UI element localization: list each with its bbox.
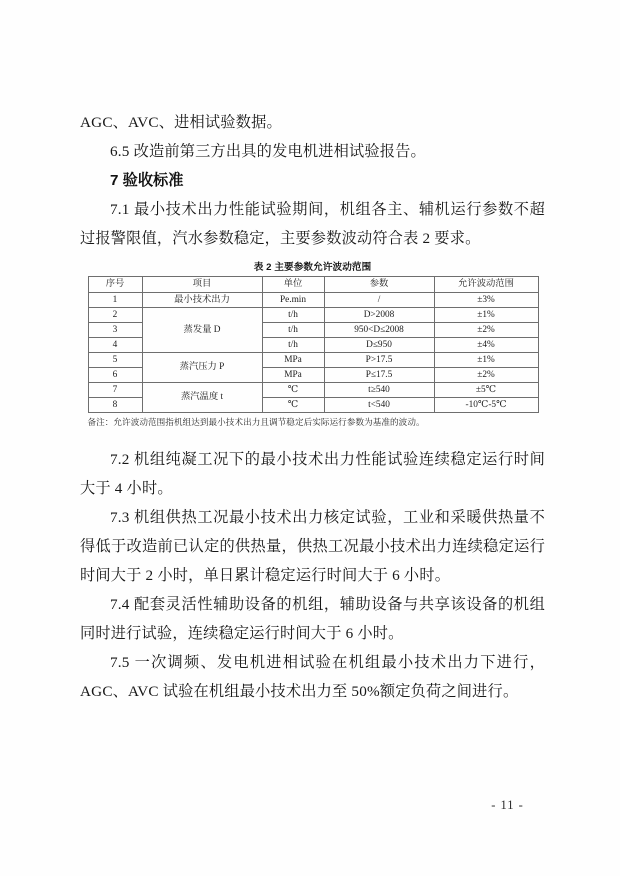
cell-item: 蒸汽温度 t — [142, 383, 262, 413]
cell-no: 4 — [88, 338, 142, 353]
paragraph-7-1: 7.1 最小技术出力性能试验期间，机组各主、辅机运行参数不超过报警限值，汽水参数稳定，主要参数波动符合表 2 要求。 — [80, 201, 545, 247]
cell-no: 7 — [88, 383, 142, 398]
column-header-range: 允许波动范围 — [434, 277, 538, 293]
cell-param: D>2008 — [324, 308, 434, 323]
cell-param: / — [324, 293, 434, 308]
table-container — [88, 276, 538, 413]
column-header-item: 项目 — [142, 277, 262, 293]
table-row — [88, 308, 538, 323]
table-header-row — [88, 277, 538, 293]
page-content — [80, 108, 545, 706]
paragraph-7-2: 7.2 机组纯凝工况下的最小技术出力性能试验连续稳定运行时间大于 4 小时。 — [80, 451, 545, 497]
cell-range: ±2% — [434, 323, 538, 338]
parameter-fluctuation-table — [88, 276, 539, 413]
cell-range: ±1% — [434, 353, 538, 368]
spacer — [80, 429, 545, 445]
paragraph-agc-data: AGC、AVC、进相试验数据。 — [80, 114, 282, 131]
table-caption: 表 2 主要参数允许波动范围 — [253, 262, 372, 273]
cell-range: ±4% — [434, 338, 538, 353]
cell-param: P≤17.5 — [324, 368, 434, 383]
cell-range: ±1% — [434, 308, 538, 323]
cell-no: 6 — [88, 368, 142, 383]
cell-param: t≥540 — [324, 383, 434, 398]
cell-param: P>17.5 — [324, 353, 434, 368]
cell-no: 3 — [88, 323, 142, 338]
cell-no: 5 — [88, 353, 142, 368]
column-header-unit: 单位 — [262, 277, 324, 293]
cell-unit: Pe.min — [262, 293, 324, 308]
cell-param: 950<D≤2008 — [324, 323, 434, 338]
cell-param: t<540 — [324, 398, 434, 413]
cell-item: 蒸汽压力 P — [142, 353, 262, 383]
paragraph-7-4: 7.4 配套灵活性辅助设备的机组，辅助设备与共享该设备的机组同时进行试验，连续稳定运行时间大于 6 小时。 — [80, 596, 545, 642]
cell-unit: MPa — [262, 353, 324, 368]
column-header-param: 参数 — [324, 277, 434, 293]
paragraph-7-3: 7.3 机组供热工况最小技术出力核定试验，工业和采暖供热量不得低于改造前已认定的供热量，供热工况最小技术出力连续稳定运行时间大于 2 小时，单日累计稳定运行时间大于 6 小时。 — [80, 509, 545, 584]
cell-item: 最小技术出力 — [142, 293, 262, 308]
cell-no: 8 — [88, 398, 142, 413]
cell-unit: t/h — [262, 323, 324, 338]
cell-range: ±2% — [434, 368, 538, 383]
table-row — [88, 383, 538, 398]
cell-unit: MPa — [262, 368, 324, 383]
column-header-no: 序号 — [88, 277, 142, 293]
section-heading-7: 7 验收标准 — [110, 172, 184, 189]
cell-range: -10℃-5℃ — [434, 398, 538, 413]
table-row — [88, 293, 538, 308]
cell-item: 蒸发量 D — [142, 308, 262, 353]
table-note: 备注：允许波动范围指机组达到最小技术出力且调节稳定后实际运行参数为基准的波动。 — [87, 417, 425, 427]
page-number: - 11 - — [491, 798, 524, 812]
cell-unit: ℃ — [262, 383, 324, 398]
paragraph-7-5: 7.5 一次调频、发电机进相试验在机组最小技术出力下进行，AGC、AVC 试验在机组最小技术出力至 50%额定负荷之间进行。 — [80, 654, 545, 700]
table-row — [88, 353, 538, 368]
cell-range: ±5℃ — [434, 383, 538, 398]
cell-no: 2 — [88, 308, 142, 323]
paragraph-6-5: 6.5 改造前第三方出具的发电机进相试验报告。 — [110, 143, 426, 160]
page-footer — [0, 798, 620, 813]
cell-range: ±3% — [434, 293, 538, 308]
cell-unit: t/h — [262, 308, 324, 323]
cell-no: 1 — [88, 293, 142, 308]
cell-unit: t/h — [262, 338, 324, 353]
cell-unit: ℃ — [262, 398, 324, 413]
cell-param: D≤950 — [324, 338, 434, 353]
